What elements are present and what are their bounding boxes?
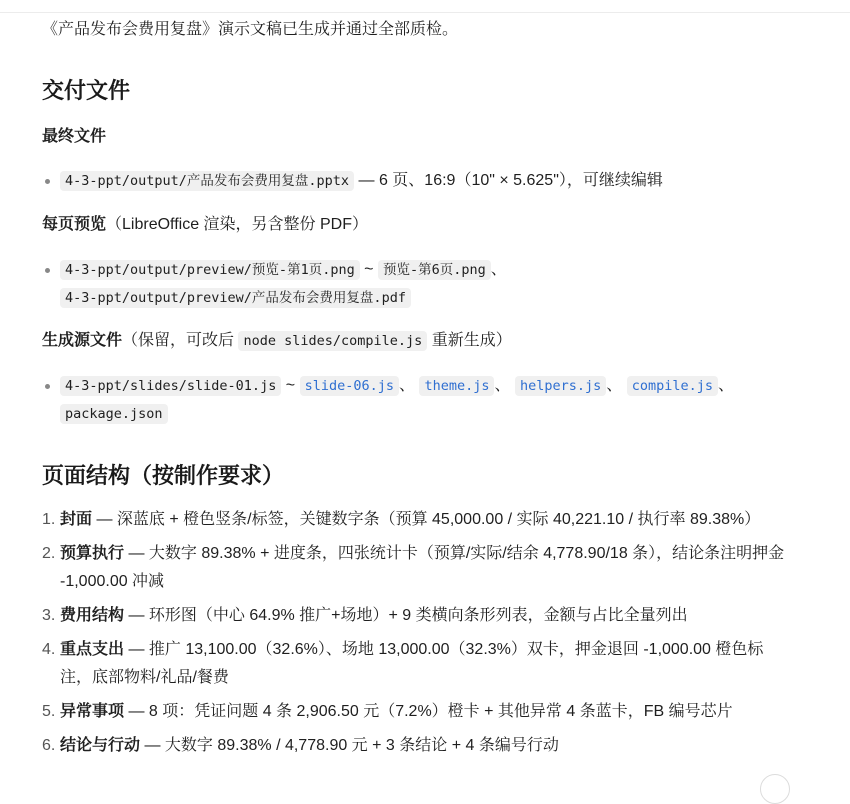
list-item (42, 636, 792, 692)
helpers-link[interactable]: helpers.js (515, 376, 606, 396)
intro-text: 《产品发布会费用复盘》演示文稿已生成并通过全部质检。 (42, 21, 459, 38)
separator: 、 (606, 377, 623, 394)
item-desc: — 推广 13,100.00（32.6%）、场地 13,000.00（32.3%）双卡，押金退回 -1,000.00 橙色标注，底部物料/礼品/餐费 (60, 641, 764, 686)
preview-pdf-path[interactable]: 4-3-ppt/output/preview/产品发布会费用复盘.pdf (60, 288, 411, 308)
preview-label (42, 213, 368, 237)
final-file-item (42, 167, 802, 195)
item-number: 4. (42, 641, 56, 658)
list-item (42, 540, 792, 596)
range-tilde: ~ (285, 377, 296, 394)
bullet-dot (45, 384, 50, 389)
deliverables-heading: 交付文件 (42, 78, 131, 103)
scroll-down-button[interactable] (760, 774, 790, 804)
separator: 、 (398, 377, 415, 394)
top-divider (0, 12, 850, 13)
item-desc: — 8 项：凭证问题 4 条 2,906.50 元（7.2%）橙卡 + 其他异常 4 条蓝卡，FB 编号芯片 (124, 703, 733, 720)
item-title: 费用结构 (60, 607, 125, 624)
theme-link[interactable]: theme.js (419, 376, 494, 396)
preview-item (42, 256, 802, 312)
final-file-desc: — 6 页、16:9（10" × 5.625"），可继续编辑 (358, 172, 663, 189)
final-file-path[interactable]: 4-3-ppt/output/产品发布会费用复盘.pptx (60, 171, 354, 191)
preview-label-text: 每页预览 (42, 216, 107, 233)
item-desc: — 大数字 89.38% + 进度条，四张统计卡（预算/实际/结余 4,778.90/18 条），结论条注明押金 -1,000.00 冲减 (60, 545, 785, 590)
structure-heading: 页面结构（按制作要求） (42, 463, 285, 488)
source-label (42, 329, 512, 353)
preview-last-path[interactable]: 预览-第6页.png (378, 260, 491, 280)
list-item (42, 732, 792, 760)
compile-command[interactable]: node slides/compile.js (238, 331, 427, 351)
source-label-text: 生成源文件 (42, 332, 123, 349)
list-item (42, 698, 792, 726)
bullet-dot (45, 179, 50, 184)
source-note-after: 重新生成） (431, 332, 512, 349)
item-number: 5. (42, 703, 56, 720)
source-first-path[interactable]: 4-3-ppt/slides/slide-01.js (60, 376, 281, 396)
item-number: 3. (42, 607, 56, 624)
item-number: 1. (42, 511, 56, 528)
item-title: 重点支出 (60, 641, 125, 658)
bullet-dot (45, 268, 50, 273)
final-file-label (42, 125, 106, 149)
preview-first-path[interactable]: 4-3-ppt/output/preview/预览-第1页.png (60, 260, 360, 280)
source-item (42, 372, 802, 428)
list-item (42, 602, 792, 630)
item-title: 封面 (60, 511, 93, 528)
list-item (42, 506, 792, 534)
item-desc: — 环形图（中心 64.9% 推广+场地）+ 9 类横向条形列表，金额与占比全量列出 (124, 607, 688, 624)
range-tilde: ~ (364, 261, 374, 278)
source-last-link[interactable]: slide-06.js (300, 376, 399, 396)
final-file-label-text: 最终文件 (42, 128, 107, 145)
item-title: 异常事项 (60, 703, 125, 720)
item-title: 预算执行 (60, 545, 125, 562)
item-desc: — 深蓝底 + 橙色竖条/标签，关键数字条（预算 45,000.00 / 实际 40,221.10 / 执行率 89.38%） (92, 511, 761, 528)
structure-list (42, 506, 792, 766)
separator: 、 (494, 377, 511, 394)
source-note-before: （保留，可改后 (122, 332, 235, 349)
separator: 、 (490, 261, 507, 278)
compile-link[interactable]: compile.js (627, 376, 718, 396)
package-json-path[interactable]: package.json (60, 404, 168, 424)
item-desc: — 大数字 89.38% / 4,778.90 元 + 3 条结论 + 4 条编号行动 (140, 737, 559, 754)
item-number: 2. (42, 545, 56, 562)
item-number: 6. (42, 737, 56, 754)
separator: 、 (717, 377, 734, 394)
preview-note: （LibreOffice 渲染，另含整份 PDF） (106, 216, 368, 233)
item-title: 结论与行动 (60, 737, 141, 754)
